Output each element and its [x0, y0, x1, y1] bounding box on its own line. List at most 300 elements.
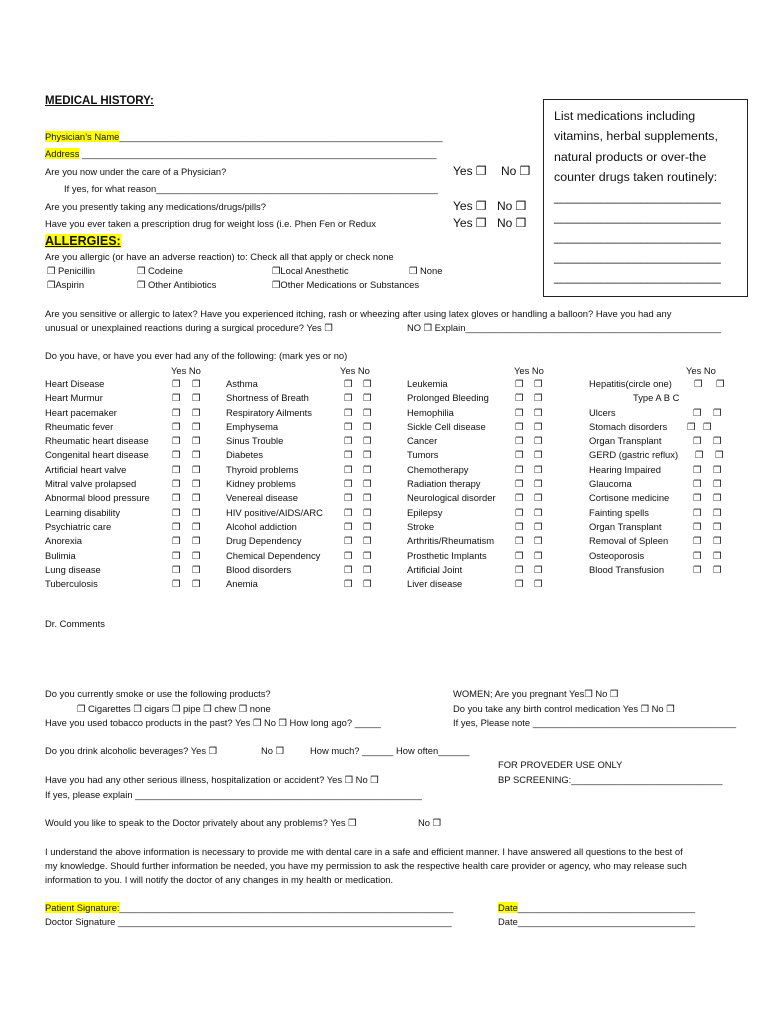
condition-yes-checkbox[interactable]: ❒	[172, 378, 181, 389]
condition-yes-checkbox[interactable]: ❒	[515, 378, 524, 389]
medications-line[interactable]: _________________________	[554, 190, 721, 204]
condition-yes-checkbox[interactable]: ❒	[515, 392, 524, 404]
condition-yes-checkbox[interactable]: ❒	[344, 520, 353, 532]
condition-no-checkbox[interactable]: ❒	[715, 449, 724, 461]
condition-row	[45, 577, 215, 591]
address-label: Address	[45, 148, 80, 159]
condition-no-checkbox[interactable]: ❒	[192, 449, 201, 461]
condition-row	[589, 448, 749, 462]
condition-no-checkbox[interactable]: ❒	[363, 478, 372, 490]
condition-no-checkbox[interactable]: ❒	[713, 535, 722, 547]
condition-no-checkbox[interactable]: ❒	[534, 578, 543, 590]
condition-row	[589, 406, 749, 420]
dr-comments-label: Dr. Comments	[45, 618, 105, 629]
condition-yes-checkbox[interactable]: ❒	[695, 449, 704, 461]
condition-row	[45, 463, 215, 477]
condition-no-checkbox[interactable]: ❒	[192, 406, 201, 418]
physician-name-line: ______________________________________________________________	[119, 131, 443, 142]
condition-label: Heart Murmur	[45, 392, 103, 404]
condition-yes-checkbox[interactable]: ❒	[515, 420, 524, 432]
condition-no-checkbox[interactable]: ❒	[363, 420, 372, 432]
condition-yes-checkbox[interactable]: ❒	[693, 520, 702, 532]
women-note-field[interactable]: If yes, Please note _______________________________________	[453, 717, 737, 728]
conditions-column-4	[589, 377, 749, 577]
condition-no-checkbox[interactable]: ❒	[534, 463, 543, 475]
condition-no-checkbox[interactable]: ❒	[363, 392, 372, 404]
condition-row	[589, 491, 749, 505]
condition-no-checkbox[interactable]: ❒	[713, 520, 722, 532]
condition-row	[589, 420, 749, 434]
q-if-yes-reason[interactable]: If yes, for what reason______________________________________________________	[64, 183, 438, 194]
condition-yes-checkbox[interactable]: ❒	[344, 463, 353, 475]
condition-yes-checkbox[interactable]: ❒	[693, 463, 702, 475]
condition-label: Shortness of Breath	[226, 392, 309, 404]
condition-row	[226, 534, 396, 548]
speak-privately-question[interactable]: Would you like to speak to the Doctor privately about any problems? Yes ❒	[45, 817, 357, 828]
condition-label: Bulimia	[45, 549, 76, 561]
condition-label: Abnormal blood pressure	[45, 492, 150, 504]
condition-yes-checkbox[interactable]: ❒	[344, 549, 353, 561]
medications-line[interactable]: _________________________	[554, 230, 721, 244]
doctor-signature-field[interactable]: Doctor Signature ________________________________________________________________	[45, 916, 452, 927]
condition-no-checkbox[interactable]: ❒	[363, 549, 372, 561]
condition-no-checkbox[interactable]: ❒	[534, 420, 543, 432]
condition-label: Venereal disease	[226, 492, 298, 504]
condition-no-checkbox[interactable]: ❒	[534, 435, 543, 447]
condition-yes-checkbox[interactable]: ❒	[687, 420, 696, 432]
condition-label: Heart Disease	[45, 378, 105, 389]
condition-label: Hemophilia	[407, 406, 454, 418]
condition-no-checkbox[interactable]: ❒	[716, 378, 725, 389]
condition-no-checkbox[interactable]: ❒	[534, 563, 543, 575]
condition-label: Tumors	[407, 449, 439, 461]
condition-yes-checkbox[interactable]: ❒	[172, 463, 181, 475]
condition-yes-checkbox[interactable]: ❒	[172, 492, 181, 504]
condition-label: Cancer	[407, 435, 438, 447]
condition-no-checkbox[interactable]: ❒	[192, 520, 201, 532]
condition-yes-checkbox[interactable]: ❒	[172, 449, 181, 461]
condition-yes-checkbox[interactable]: ❒	[344, 406, 353, 418]
condition-yes-checkbox[interactable]: ❒	[344, 449, 353, 461]
q-weight-loss: Have you ever taken a prescription drug for weight loss (i.e. Phen Fen or Redux	[45, 218, 376, 229]
condition-yes-checkbox[interactable]: ❒	[344, 506, 353, 518]
conditions-intro: Do you have, or have you ever had any of the following: (mark yes or no)	[45, 350, 348, 361]
condition-label: Psychiatric care	[45, 520, 112, 532]
condition-row	[226, 506, 396, 520]
condition-yes-checkbox[interactable]: ❒	[172, 520, 181, 532]
condition-label: Osteoporosis	[589, 549, 645, 561]
condition-row	[45, 477, 215, 491]
condition-row	[45, 563, 215, 577]
condition-no-checkbox[interactable]: ❒	[703, 420, 712, 432]
page-title: MEDICAL HISTORY:	[45, 95, 154, 107]
condition-no-checkbox[interactable]: ❒	[713, 463, 722, 475]
patient-signature-field[interactable]	[45, 902, 453, 914]
allergy-other-medications[interactable]: ❒Other Medications or Substances	[272, 279, 420, 290]
condition-label: Kidney problems	[226, 478, 296, 490]
condition-label: Ulcers	[589, 406, 616, 418]
condition-label: Heart pacemaker	[45, 406, 117, 418]
condition-row	[226, 420, 396, 434]
condition-label: Type A B C	[633, 392, 680, 404]
condition-label: GERD (gastric reflux)	[589, 449, 679, 461]
condition-no-checkbox[interactable]: ❒	[192, 549, 201, 561]
conditions-column-3	[407, 377, 577, 591]
address-line: ____________________________________________________________________	[82, 148, 437, 159]
condition-no-checkbox[interactable]: ❒	[363, 435, 372, 447]
condition-no-checkbox[interactable]: ❒	[192, 435, 201, 447]
condition-label: Glaucoma	[589, 478, 632, 490]
q-under-care-no[interactable]: No ❒	[501, 164, 531, 178]
alcohol-question[interactable]: Do you drink alcoholic beverages? Yes ❒	[45, 745, 218, 756]
condition-label: Arthritis/Rheumatism	[407, 535, 494, 547]
condition-yes-checkbox[interactable]: ❒	[172, 435, 181, 447]
condition-row	[407, 406, 577, 420]
condition-no-checkbox[interactable]: ❒	[713, 435, 722, 447]
condition-yes-checkbox[interactable]: ❒	[693, 435, 702, 447]
condition-row	[589, 563, 749, 577]
condition-yes-checkbox[interactable]: ❒	[344, 478, 353, 490]
condition-row	[407, 434, 577, 448]
q-under-care-yes[interactable]: Yes ❒	[453, 164, 487, 178]
condition-label: Learning disability	[45, 506, 121, 518]
allergy-none[interactable]: ❒ None	[409, 265, 443, 276]
condition-yes-checkbox[interactable]: ❒	[172, 506, 181, 518]
condition-no-checkbox[interactable]: ❒	[363, 449, 372, 461]
condition-yes-checkbox[interactable]: ❒	[344, 578, 353, 590]
allergy-penicillin[interactable]: ❒ Penicillin	[47, 265, 96, 276]
condition-label: Chemotherapy	[407, 463, 469, 475]
condition-row	[589, 377, 749, 391]
q-medications: Are you presently taking any medications/drugs/pills?	[45, 201, 266, 212]
condition-yes-checkbox[interactable]: ❒	[693, 535, 702, 547]
condition-row	[45, 391, 215, 405]
condition-yes-checkbox[interactable]: ❒	[694, 378, 703, 389]
condition-yes-checkbox[interactable]: ❒	[515, 492, 524, 504]
allergy-local-anesthetic[interactable]: ❒Local Anesthetic	[272, 265, 349, 276]
condition-no-checkbox[interactable]: ❒	[713, 506, 722, 518]
bp-screening-field[interactable]: BP SCREENING:_____________________________	[498, 774, 723, 785]
condition-row	[45, 520, 215, 534]
condition-label: Lung disease	[45, 563, 101, 575]
condition-yes-checkbox[interactable]: ❒	[344, 392, 353, 404]
allergy-codeine[interactable]: ❒ Codeine	[137, 265, 183, 276]
condition-no-checkbox[interactable]: ❒	[192, 563, 201, 575]
condition-row	[407, 577, 577, 591]
condition-no-checkbox[interactable]: ❒	[192, 492, 201, 504]
condition-label: Chemical Dependency	[226, 549, 321, 561]
condition-row	[226, 477, 396, 491]
speak-privately-no[interactable]: No ❒	[418, 817, 441, 828]
condition-no-checkbox[interactable]: ❒	[192, 478, 201, 490]
condition-label: Artificial heart valve	[45, 463, 127, 475]
condition-label: HIV positive/AIDS/ARC	[226, 506, 323, 518]
condition-yes-checkbox[interactable]: ❒	[515, 535, 524, 547]
condition-yes-checkbox[interactable]: ❒	[172, 578, 181, 590]
condition-no-checkbox[interactable]: ❒	[192, 392, 201, 404]
alcohol-amount-field[interactable]: How much? ______ How often______	[310, 745, 470, 756]
conditions-column-2	[226, 377, 396, 591]
condition-label: Fainting spells	[589, 506, 649, 518]
birth-control-question[interactable]: Do you take any birth control medication Yes ❒ No ❒	[453, 703, 675, 714]
latex-no-explain[interactable]: NO ❒ Explain_________________________________________________	[407, 322, 721, 333]
condition-no-checkbox[interactable]: ❒	[192, 535, 201, 547]
condition-no-checkbox[interactable]: ❒	[192, 378, 201, 389]
condition-yes-checkbox[interactable]: ❒	[515, 478, 524, 490]
q-medications-no[interactable]: No ❒	[497, 199, 527, 213]
condition-no-checkbox[interactable]: ❒	[534, 392, 543, 404]
condition-yes-checkbox[interactable]: ❒	[693, 406, 702, 418]
condition-row	[226, 549, 396, 563]
condition-label: Thyroid problems	[226, 463, 299, 475]
illness-explain-field[interactable]: If yes, please explain _______________________________________________________	[45, 789, 422, 800]
condition-row	[45, 549, 215, 563]
condition-label: Congenital heart disease	[45, 449, 149, 461]
condition-label: Alcohol addiction	[226, 520, 297, 532]
condition-no-checkbox[interactable]: ❒	[534, 535, 543, 547]
condition-row	[589, 506, 749, 520]
condition-row	[45, 377, 215, 391]
condition-row	[407, 549, 577, 563]
condition-row	[226, 377, 396, 391]
medications-box-text: List medications including vitamins, herbal supplements, natural products or over-the counter drugs taken routinely:	[554, 109, 718, 185]
condition-row	[407, 477, 577, 491]
condition-no-checkbox[interactable]: ❒	[363, 406, 372, 418]
condition-label: Blood Transfusion	[589, 563, 665, 575]
patient-signature-label: Patient Signature:	[45, 902, 120, 913]
condition-row	[589, 391, 749, 405]
condition-row	[407, 420, 577, 434]
condition-row	[45, 534, 215, 548]
condition-label: Prolonged Bleeding	[407, 392, 489, 404]
provider-use-title: FOR PROVEDER USE ONLY	[498, 759, 623, 770]
condition-label: Sinus Trouble	[226, 435, 284, 447]
condition-yes-checkbox[interactable]: ❒	[172, 406, 181, 418]
q-medications-yes[interactable]: Yes ❒	[453, 199, 487, 213]
condition-label: Mitral valve prolapsed	[45, 478, 137, 490]
condition-label: Removal of Spleen	[589, 535, 669, 547]
tobacco-question[interactable]: Have you used tobacco products in the past? Yes ❒ No ❒ How long ago? _____	[45, 717, 381, 728]
medications-line[interactable]: _________________________	[554, 250, 721, 264]
smoke-options[interactable]: ❒ Cigarettes ❒ cigars ❒ pipe ❒ chew ❒ none	[77, 703, 271, 714]
yes-no-header: Yes No	[686, 365, 716, 376]
alcohol-no[interactable]: No ❒	[261, 745, 284, 756]
consent-text-2: my knowledge. Should further information be needed, you have my permission to ask the respective health care provider or agency, who may release such	[45, 860, 687, 871]
condition-label: Prosthetic Implants	[407, 549, 487, 561]
yes-no-header: Yes No	[171, 365, 201, 376]
condition-row	[45, 434, 215, 448]
condition-no-checkbox[interactable]: ❒	[363, 578, 372, 590]
illness-question[interactable]: Have you had any other serious illness, hospitalization or accident? Yes ❒ No ❒	[45, 774, 379, 785]
condition-yes-checkbox[interactable]: ❒	[172, 563, 181, 575]
conditions-column-1	[45, 377, 215, 591]
women-pregnant-question[interactable]: WOMEN; Are you pregnant Yes❒ No ❒	[453, 688, 619, 699]
condition-yes-checkbox[interactable]: ❒	[172, 392, 181, 404]
condition-label: Radiation therapy	[407, 478, 481, 490]
doctor-date-field[interactable]: Date__________________________________	[498, 916, 696, 927]
condition-no-checkbox[interactable]: ❒	[534, 549, 543, 561]
consent-text-1: I understand the above information is necessary to provide me with dental care in a safe and efficient manner. I have answered all questions to the best of	[45, 846, 683, 857]
condition-yes-checkbox[interactable]: ❒	[693, 478, 702, 490]
condition-row	[407, 534, 577, 548]
condition-no-checkbox[interactable]: ❒	[713, 563, 722, 575]
condition-no-checkbox[interactable]: ❒	[363, 378, 372, 389]
condition-row	[45, 420, 215, 434]
medications-line[interactable]: _________________________	[554, 270, 721, 284]
condition-no-checkbox[interactable]: ❒	[363, 563, 372, 575]
condition-row	[589, 477, 749, 491]
condition-row	[589, 520, 749, 534]
condition-no-checkbox[interactable]: ❒	[192, 578, 201, 590]
condition-no-checkbox[interactable]: ❒	[534, 378, 543, 389]
patient-signature-line: ________________________________________________________________	[119, 902, 454, 913]
condition-label: Stroke	[407, 520, 435, 532]
allergy-other-antibiotics[interactable]: ❒ Other Antibiotics	[137, 279, 217, 290]
condition-no-checkbox[interactable]: ❒	[363, 535, 372, 547]
condition-label: Stomach disorders	[589, 420, 668, 432]
condition-no-checkbox[interactable]: ❒	[363, 463, 372, 475]
condition-row	[589, 434, 749, 448]
condition-yes-checkbox[interactable]: ❒	[515, 520, 524, 532]
condition-yes-checkbox[interactable]: ❒	[515, 549, 524, 561]
condition-no-checkbox[interactable]: ❒	[363, 520, 372, 532]
condition-label: Emphysema	[226, 420, 279, 432]
condition-label: Leukemia	[407, 378, 448, 389]
condition-row	[45, 406, 215, 420]
condition-label: Neurological disorder	[407, 492, 496, 504]
condition-row	[589, 463, 749, 477]
condition-row	[45, 448, 215, 462]
condition-yes-checkbox[interactable]: ❒	[515, 406, 524, 418]
condition-row	[407, 506, 577, 520]
condition-yes-checkbox[interactable]: ❒	[344, 535, 353, 547]
address-field[interactable]	[45, 148, 437, 160]
condition-row	[226, 577, 396, 591]
q-weight-loss-no[interactable]: No ❒	[497, 216, 527, 230]
condition-no-checkbox[interactable]: ❒	[363, 506, 372, 518]
condition-no-checkbox[interactable]: ❒	[713, 492, 722, 504]
condition-label: Asthma	[226, 378, 258, 389]
allergy-aspirin[interactable]: ❒Aspirin	[47, 279, 85, 290]
condition-row	[407, 377, 577, 391]
condition-label: Anemia	[226, 578, 258, 590]
condition-label: Anorexia	[45, 535, 83, 547]
latex-question: Are you sensitive or allergic to latex? Have you experienced itching, rash or wheezing after using latex gloves or handling a balloon? Have you had any	[45, 308, 672, 319]
condition-label: Organ Transplant	[589, 520, 662, 532]
condition-yes-checkbox[interactable]: ❒	[172, 420, 181, 432]
condition-yes-checkbox[interactable]: ❒	[344, 378, 353, 389]
condition-label: Rheumatic heart disease	[45, 435, 149, 447]
condition-row	[226, 391, 396, 405]
condition-yes-checkbox[interactable]: ❒	[515, 563, 524, 575]
condition-label: Artificial Joint	[407, 563, 463, 575]
condition-row	[226, 491, 396, 505]
condition-no-checkbox[interactable]: ❒	[192, 463, 201, 475]
condition-no-checkbox[interactable]: ❒	[534, 520, 543, 532]
condition-no-checkbox[interactable]: ❒	[534, 506, 543, 518]
condition-no-checkbox[interactable]: ❒	[713, 478, 722, 490]
condition-label: Hearing Impaired	[589, 463, 661, 475]
condition-yes-checkbox[interactable]: ❒	[172, 478, 181, 490]
condition-label: Diabetes	[226, 449, 264, 461]
condition-no-checkbox[interactable]: ❒	[534, 478, 543, 490]
condition-no-checkbox[interactable]: ❒	[192, 506, 201, 518]
condition-label: Epilepsy	[407, 506, 443, 518]
condition-yes-checkbox[interactable]: ❒	[344, 492, 353, 504]
allergies-title: ALLERGIES:	[45, 234, 121, 248]
condition-no-checkbox[interactable]: ❒	[192, 420, 201, 432]
condition-yes-checkbox[interactable]: ❒	[693, 506, 702, 518]
condition-no-checkbox[interactable]: ❒	[363, 492, 372, 504]
condition-yes-checkbox[interactable]: ❒	[172, 535, 181, 547]
condition-no-checkbox[interactable]: ❒	[534, 492, 543, 504]
condition-yes-checkbox[interactable]: ❒	[693, 492, 702, 504]
condition-label: Drug Dependency	[226, 535, 302, 547]
condition-yes-checkbox[interactable]: ❒	[344, 435, 353, 447]
condition-label: Rheumatic fever	[45, 420, 114, 432]
allergies-question: Are you allergic (or have an adverse reaction) to: Check all that apply or check none	[45, 251, 394, 262]
condition-no-checkbox[interactable]: ❒	[713, 406, 722, 418]
condition-no-checkbox[interactable]: ❒	[534, 406, 543, 418]
condition-no-checkbox[interactable]: ❒	[713, 549, 722, 561]
condition-yes-checkbox[interactable]: ❒	[515, 463, 524, 475]
condition-row	[226, 563, 396, 577]
condition-row	[407, 463, 577, 477]
condition-yes-checkbox[interactable]: ❒	[515, 449, 524, 461]
condition-label: Sickle Cell disease	[407, 420, 486, 432]
condition-yes-checkbox[interactable]: ❒	[515, 506, 524, 518]
smoke-question: Do you currently smoke or use the following products?	[45, 688, 271, 699]
condition-label: Hepatitis(circle one)	[589, 378, 672, 389]
condition-label: Tuberculosis	[45, 578, 98, 590]
medications-line[interactable]: _________________________	[554, 210, 721, 224]
medications-box[interactable]	[543, 99, 748, 297]
condition-label: Organ Transplant	[589, 435, 662, 447]
latex-question-cont: unusual or unexplained reactions during a surgical procedure? Yes ❒	[45, 322, 333, 333]
condition-no-checkbox[interactable]: ❒	[534, 449, 543, 461]
consent-text-3: information to you. I will notify the doctor of any changes in my health or medication.	[45, 874, 394, 885]
condition-label: Cortisone medicine	[589, 492, 670, 504]
condition-row	[407, 448, 577, 462]
condition-row	[226, 406, 396, 420]
condition-yes-checkbox[interactable]: ❒	[344, 420, 353, 432]
yes-no-header: Yes No	[514, 365, 544, 376]
patient-date-field[interactable]	[498, 902, 695, 914]
condition-row	[407, 520, 577, 534]
condition-yes-checkbox[interactable]: ❒	[693, 549, 702, 561]
physician-name-field[interactable]	[45, 131, 443, 143]
condition-row	[226, 434, 396, 448]
date-label: Date	[498, 902, 518, 913]
yes-no-header: Yes No	[340, 365, 370, 376]
condition-yes-checkbox[interactable]: ❒	[344, 563, 353, 575]
condition-row	[226, 463, 396, 477]
condition-row	[407, 391, 577, 405]
condition-yes-checkbox[interactable]: ❒	[515, 435, 524, 447]
q-under-care: Are you now under the care of a Physician?	[45, 166, 227, 177]
condition-row	[226, 520, 396, 534]
condition-yes-checkbox[interactable]: ❒	[172, 549, 181, 561]
condition-label: Respiratory Ailments	[226, 406, 312, 418]
condition-yes-checkbox[interactable]: ❒	[515, 578, 524, 590]
condition-row	[226, 448, 396, 462]
condition-row	[45, 491, 215, 505]
condition-row	[407, 563, 577, 577]
physician-name-label: Physician’s Name	[45, 131, 120, 142]
condition-yes-checkbox[interactable]: ❒	[693, 563, 702, 575]
q-weight-loss-yes[interactable]: Yes ❒	[453, 216, 487, 230]
condition-label: Liver disease	[407, 578, 463, 590]
